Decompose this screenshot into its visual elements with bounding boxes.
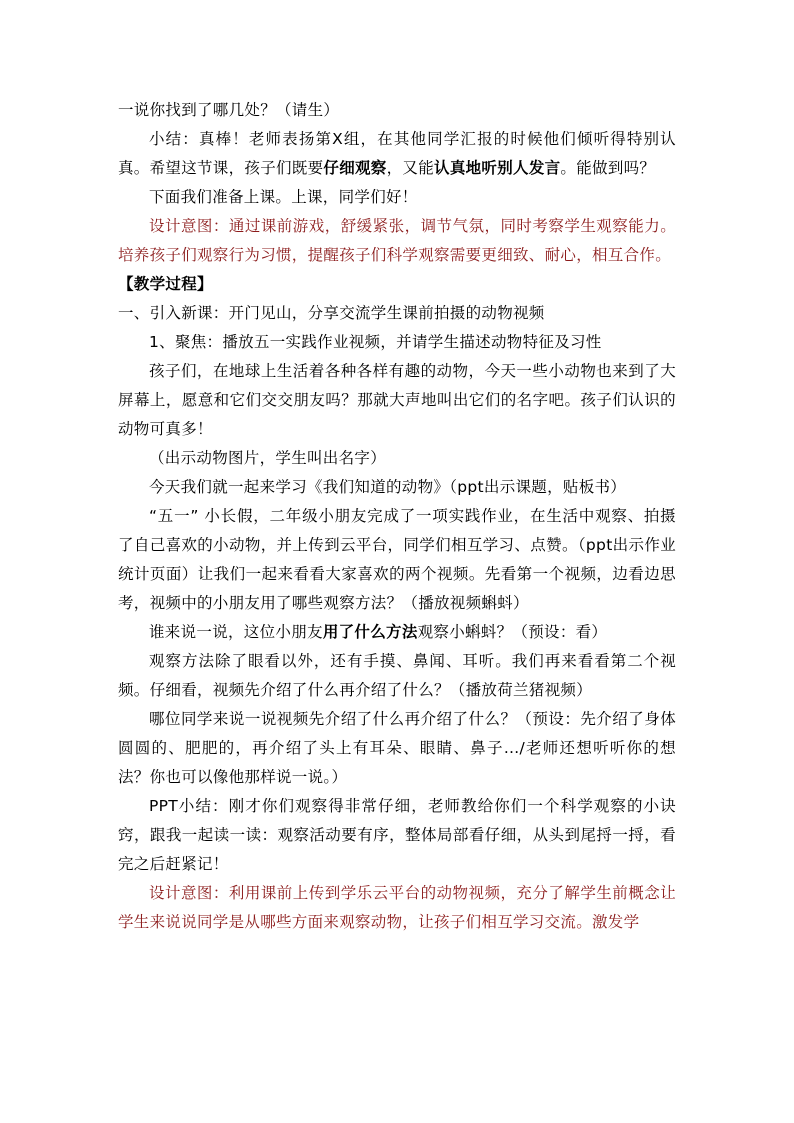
text-run: 小结：真棒！老师表扬第X组，在其他同学汇报的时候他们倾听得特别认真。希望这节课，孩子们既要 (118, 130, 676, 177)
paragraph: 今天我们就一起来学习《我们知道的动物》（ppt出示课题，贴板书） (149, 478, 627, 496)
design-intent-paragraph: 设计意图：通过课前游戏，舒缓紧张，调节气氛，同时考察学生观察能力。培养孩子们观察行为习惯，提醒孩子们科学观察需要更细致、耐心，相互合作。 (118, 217, 676, 264)
text-run: 谁来说一说，这位小朋友 (149, 623, 323, 641)
bold-text: 用了什么方法 (322, 623, 418, 641)
paragraph: （出示动物图片，学生叫出名字） (149, 449, 387, 467)
design-intent-paragraph: 设计意图：利用课前上传到学乐云平台的动物视频，充分了解学生前概念让学生来说说同学是从哪些方面来观察动物，让孩子们相互学习交流。激发学 (118, 884, 676, 931)
document-body (118, 96, 676, 937)
paragraph: 孩子们，在地球上生活着各种各样有趣的动物，今天一些小动物也来到了大屏幕上，愿意和它们交交朋友吗？那就大声地叫出它们的名字吧。孩子们认识的动物可真多！ (118, 362, 676, 438)
text-run: 。能做到吗？ (560, 159, 656, 177)
paragraph (118, 618, 676, 647)
text-run: ，又能 (386, 159, 435, 177)
paragraph: 哪位同学来说一说视频先介绍了什么再介绍了什么？（预设：先介绍了身体圆圆的、肥肥的，再介绍了头上有耳朵、眼睛、鼻子…/老师还想听听你的想法？你也可以像他那样说一说。） (118, 710, 676, 786)
section-heading: 【教学过程】 (118, 275, 213, 293)
subheading: 一、引入新课：开门见山，分享交流学生课前拍摄的动物视频 (118, 304, 545, 322)
paragraph: “五一” 小长假，二年级小朋友完成了一项实践作业，在生活中观察、拍摄了自己喜欢的小动物，并上传到云平台，同学们相互学习、点赞。（ppt出示作业统计页面）让我们一起来看看大家喜欢的两个视频。先看第一个视频，边看边思考，视频中的小朋友用了哪些观察方法？（播放视频蝌蚪） (118, 507, 676, 612)
text-run: 观察小蝌蚪？（预设：看） (417, 623, 608, 641)
bold-text: 认真地听别人发言 (434, 159, 561, 177)
paragraph: 下面我们准备上课。上课，同学们好！ (149, 188, 418, 206)
summary-paragraph (118, 125, 676, 183)
paragraph: 一说你找到了哪几处？（请生） (118, 101, 340, 119)
paragraph: 观察方法除了眼看以外，还有手摸、鼻闻、耳听。我们再来看看第二个视频。仔细看，视频先介绍了什么再介绍了什么？（播放荷兰猪视频） (118, 652, 676, 699)
paragraph: PPT小结：刚才你们观察得非常仔细，老师教给你们一个科学观察的小诀窍，跟我一起读一读：观察活动要有序，整体局部看仔细，从头到尾捋一捋，看完之后赶紧记！ (118, 797, 676, 873)
step-heading: 1、聚焦：播放五一实践作业视频，并请学生描述动物特征及习性 (149, 333, 602, 351)
bold-text: 仔细观察 (323, 159, 387, 177)
